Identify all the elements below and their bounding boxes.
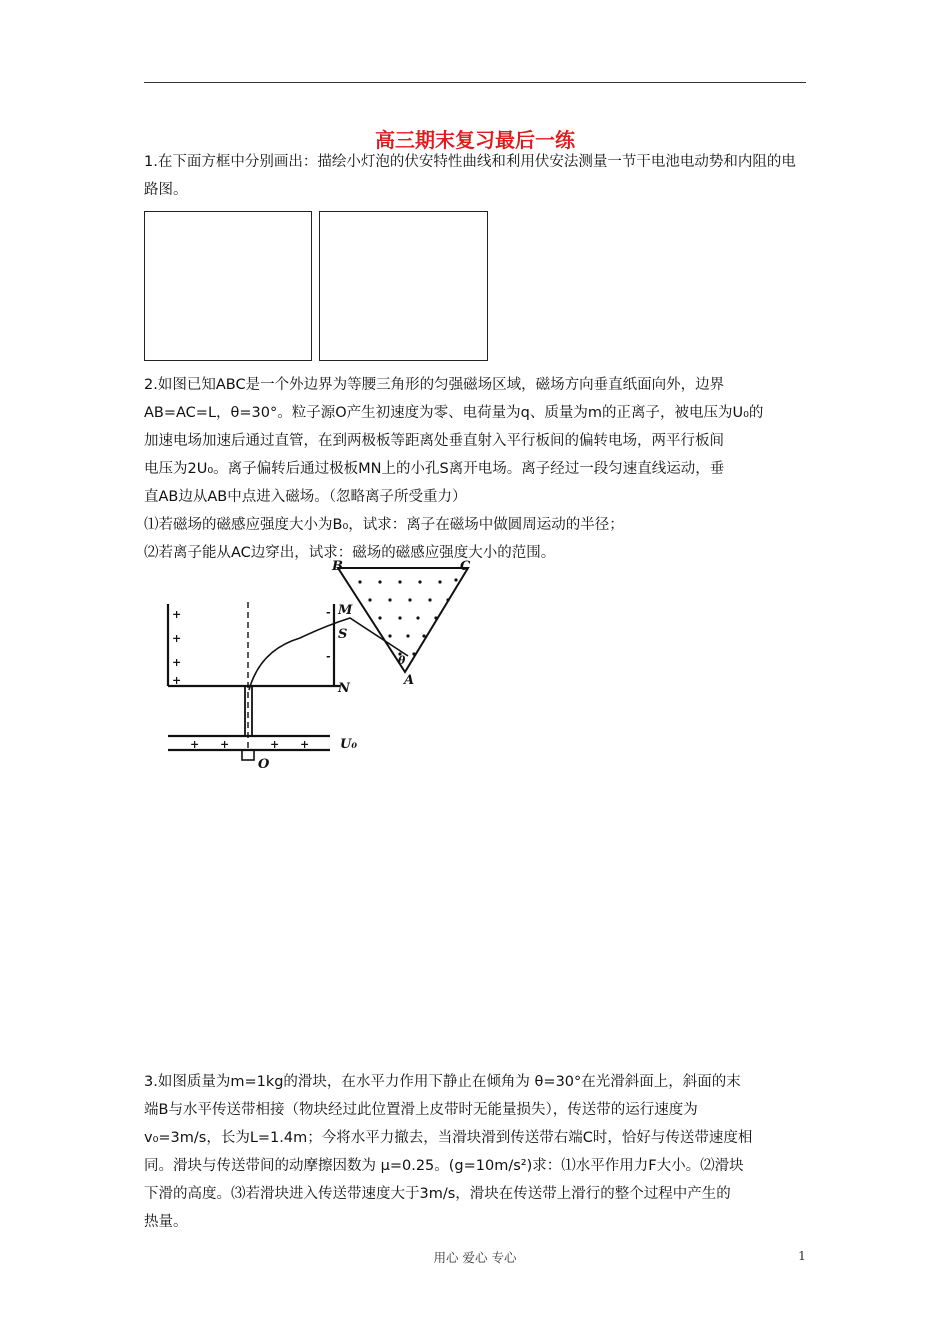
footer-text: 用心 爱心 专心 (433, 1250, 517, 1265)
page-number: 1 (798, 1248, 806, 1263)
plus-sign: + (220, 738, 230, 751)
question-3-line-6: 热量。 (144, 1214, 188, 1230)
question-3-line-4: 同。滑块与传送带间的动摩擦因数为 μ=0.25。(g=10m/s²)求：⑴水平作用力F大小。⑵滑块 (144, 1158, 744, 1174)
label-N: N (338, 681, 350, 696)
label-S: S (338, 627, 348, 642)
label-U0: U₀ (340, 737, 358, 752)
label-A: A (404, 673, 415, 688)
label-O: O (258, 757, 270, 770)
label-M: M (338, 603, 353, 618)
plus-sign: + (270, 738, 280, 751)
question-3-line-5: 下滑的高度。⑶若滑块进入传送带速度大于3m/s，滑块在传送带上滑行的整个过程中产生的 (144, 1186, 731, 1202)
minus-sign: - (326, 606, 331, 619)
question-1-text: 1.在下面方框中分别画出：描绘小灯泡的伏安特性曲线和利用伏安法测量一节干电池电动势和内阻的电路图。 (144, 154, 796, 198)
plus-sign: + (172, 656, 182, 669)
question-3-line-1: 3.如图质量为m=1kg的滑块，在水平力作用下静止在倾角为 θ=30°在光滑斜面上，斜面的末 (144, 1074, 741, 1090)
answer-box-left[interactable] (144, 211, 312, 361)
question-3-line-2: 端B与水平传送带相接（物块经过此位置滑上皮带时无能量损失），传送带的运行速度为 (144, 1102, 698, 1118)
source-O (242, 750, 254, 760)
question-2-line-1: 2.如图已知ABC是一个外边界为等腰三角形的匀强磁场区域，磁场方向垂直纸面向外，边界 (144, 377, 725, 393)
page-title: 高三期末复习最后一练 (375, 128, 575, 152)
question-2-line-2: AB=AC=L，θ=30°。粒子源O产生初速度为零、电荷量为q、质量为m的正离子，被电压为U₀的 (144, 405, 764, 421)
physics-figure (160, 560, 480, 770)
plus-sign: + (190, 738, 200, 751)
question-2-line-5: 直AB边从AB中点进入磁场。（忽略离子所受重力） (144, 489, 467, 505)
minus-sign: - (326, 650, 331, 663)
label-C: C (460, 560, 471, 574)
label-B: B (332, 560, 343, 574)
question-2-line-4: 电压为2U₀。离子偏转后通过极板MN上的小孔S离开电场。离子经过一段匀速直线运动，垂 (144, 461, 725, 477)
plus-sign: + (172, 608, 182, 621)
question-2-sub-2: ⑵若离子能从AC边穿出，试求：磁场的磁感应强度大小的范围。 (144, 545, 556, 561)
question-2 (144, 371, 808, 567)
plus-sign: + (300, 738, 310, 751)
question-3-line-3: v₀=3m/s，长为L=1.4m；今将水平力撤去，当滑块滑到传送带右端C时，恰好与传送带速度相 (144, 1130, 753, 1146)
question-2-line-3: 加速电场加速后通过直管，在到两极板等距离处垂直射入平行板间的偏转电场，两平行板间 (144, 433, 724, 449)
plus-sign: + (172, 632, 182, 645)
question-2-sub-1: ⑴若磁场的磁感应强度大小为B₀，试求：离子在磁场中做圆周运动的半径； (144, 517, 624, 533)
label-theta: θ (398, 654, 406, 667)
answer-box-right[interactable] (319, 211, 488, 361)
question-3 (144, 1068, 808, 1236)
plus-sign: + (172, 674, 182, 687)
header-rule (144, 82, 806, 83)
